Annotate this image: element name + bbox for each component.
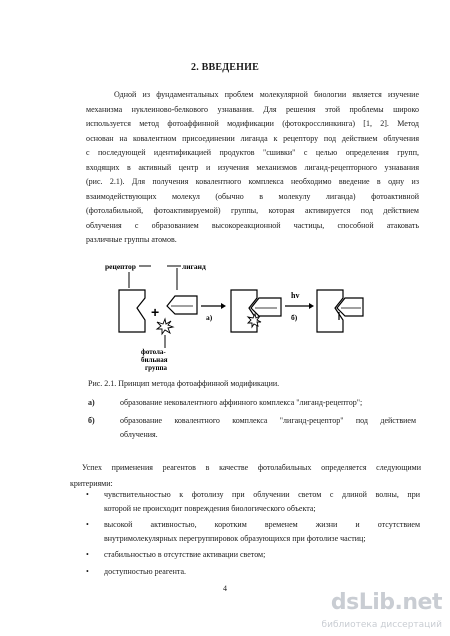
- text-line: облучения.: [120, 430, 158, 439]
- text-line: с последующей идентификацией продуктов "сшивки" с целью определения групп,: [86, 148, 419, 157]
- list-item: [84, 488, 420, 515]
- bullet-icon: •: [86, 566, 89, 576]
- intro-paragraph: [86, 88, 419, 248]
- text-line: внутримолекулярных перегруппировок образующихся при фотолизе частиц;: [104, 533, 366, 543]
- ligand-label: лиганд: [182, 262, 206, 271]
- bullet-icon: •: [86, 550, 89, 559]
- text-line: образование нековалентного аффинного комплекса "лиганд-рецептор";: [120, 398, 363, 407]
- plus-sign: +: [151, 304, 160, 320]
- receptor-shape: [119, 290, 145, 332]
- text-line: облучения с образованием высокореакционной частицы, способной атаковать: [86, 220, 419, 230]
- text-line: чувствительностью к фотолизу при облучении светом с длиной волны, при: [104, 490, 420, 499]
- text-line: входящих в активный центр и изучения механизмов лиганд-рецепторного узнавания: [86, 162, 419, 172]
- group-label-line3: группа: [145, 364, 168, 372]
- complex-b-receptor: [317, 290, 343, 332]
- watermark-tagline: библиотека диссертаций: [321, 620, 442, 630]
- subitem-text: [120, 396, 416, 410]
- subitem-text: [120, 414, 416, 442]
- text-line: различные группы атомов.: [86, 235, 177, 244]
- hv-label: hv: [291, 291, 300, 300]
- criteria-list: [84, 488, 420, 581]
- page-number: 4: [223, 584, 227, 593]
- arrow-b-label: б): [291, 313, 298, 322]
- text-line: взаимодействующих молекул (обычно в молекулу лиганда) фотоактивной: [86, 191, 419, 201]
- bullet-icon: •: [86, 520, 89, 529]
- section-heading: 2. ВВЕДЕНИЕ: [191, 62, 259, 73]
- watermark-logo[interactable]: [321, 590, 448, 634]
- text-line: (рис. 2.1). Для получения ковалентного комплекса необходимо введение в одну из: [86, 177, 419, 186]
- text-line: стабильностью в отсутствие активации светом;: [104, 550, 266, 559]
- subitem-label: а): [88, 398, 95, 407]
- text-line: доступностью реагента.: [104, 566, 186, 576]
- text-line: основан на ковалентном присоединении лиганда к рецептору под действием облучения: [86, 133, 419, 143]
- text-line: Одной из фундаментальных проблем молекулярной биологии является изучение: [114, 90, 419, 99]
- receptor-label: рецептор: [105, 262, 136, 271]
- list-item: [84, 518, 420, 545]
- text-line: образование ковалентного комплекса "лиганд-рецептор" под действием: [120, 416, 416, 425]
- text-line: Успех применения реагентов в качестве фотолабильных определяется следующими: [82, 463, 421, 472]
- subitem-label: б): [88, 416, 95, 425]
- photolabile-star-icon: [157, 319, 173, 334]
- text-line: которой не происходит повреждения биологического объекта;: [104, 503, 316, 513]
- list-item: [84, 548, 420, 562]
- list-item: [84, 565, 420, 579]
- group-label-line1: фотола-: [141, 348, 166, 356]
- arrow-a-head: [221, 303, 226, 309]
- bullet-icon: •: [86, 490, 89, 499]
- text-line: используется метод фотоаффинной модификации (фотокросслинкинга) [1, 2]. Метод: [86, 119, 419, 128]
- watermark-brand: dsLib.net: [330, 590, 442, 615]
- group-label-line2: бильная: [141, 356, 168, 364]
- text-line: высокой активностью, коротким временем жизни и отсутствием: [104, 520, 420, 529]
- figure-caption: Рис. 2.1. Принцип метода фотоаффинной модификации.: [88, 379, 280, 388]
- text-line: (фотолабильной, фотоактивируемой) группы, которая активируется под действием: [86, 206, 419, 215]
- text-line: механизма нуклеиново-белкового узнавания. Для решения этой проблемы широко: [86, 104, 419, 114]
- figure-2-1: [105, 258, 365, 373]
- arrow-b-head: [309, 303, 314, 309]
- ligand-shape: [167, 296, 197, 314]
- arrow-a-label: а): [206, 313, 213, 322]
- text-line: критериями:: [70, 479, 113, 488]
